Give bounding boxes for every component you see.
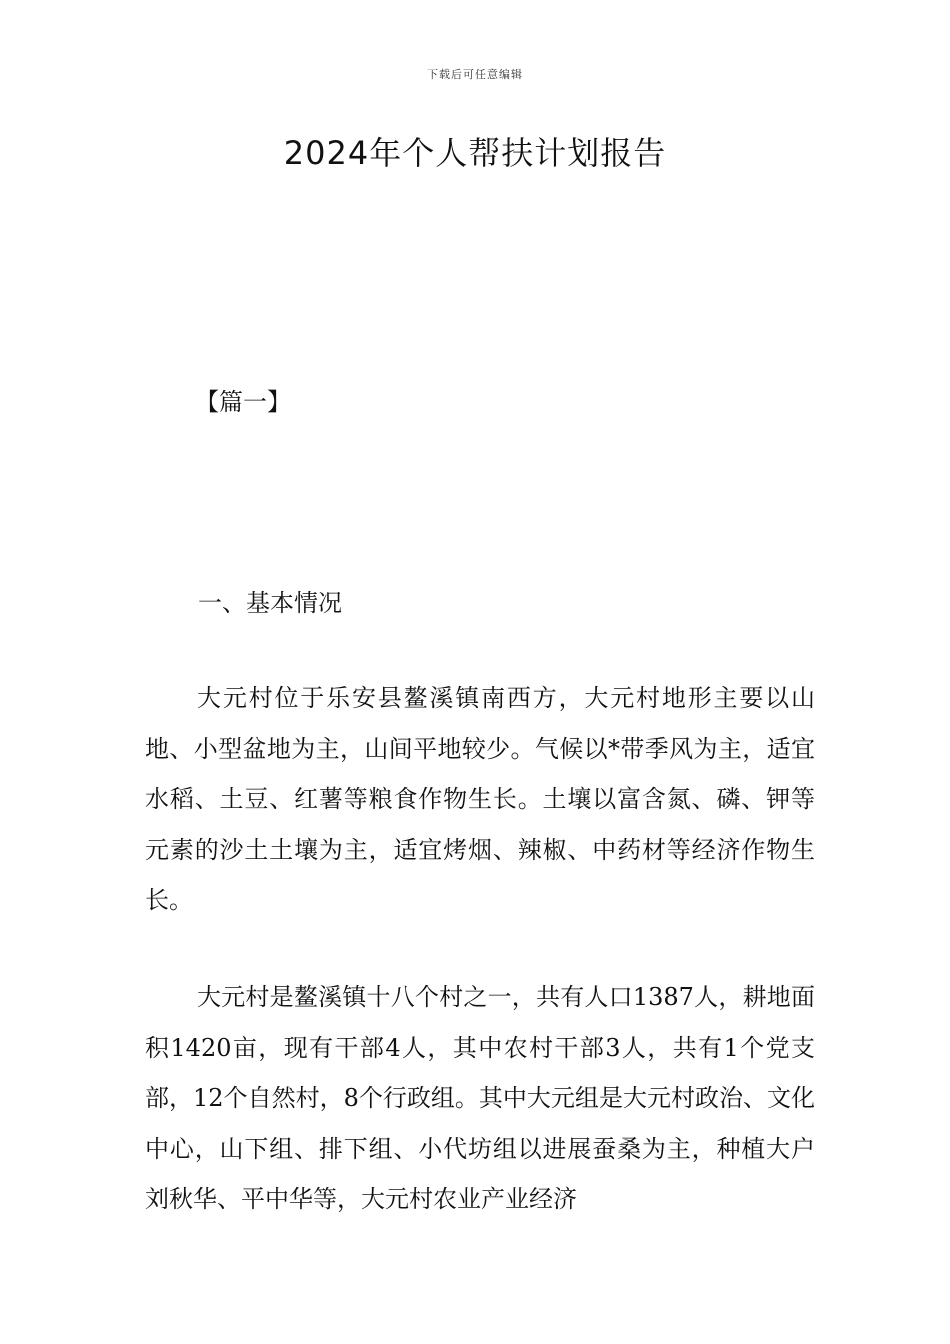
paragraph: 大元村位于乐安县鳌溪镇南西方，大元村地形主要以山地、小型盆地为主，山间平地较少。气候以*带季风为主，适宜水稻、土豆、红薯等粮食作物生长。土壤以富含氮、磷、钾等元素的沙土土壤为主，适宜烤烟、辣椒、中药材等经济作物生长。	[145, 684, 815, 914]
section-marker: 【篇一】	[195, 388, 291, 416]
paragraph: 大元村是鳌溪镇十八个村之一，共有人口1387人，耕地面积1420亩，现有干部4人，其中农村干部3人，共有1个党支部，12个自然村，8个行政组。其中大元组是大元村政治、文化中心，山下组、排下组、小代坊组以进展蚕桑为主，种植大户刘秋华、平中华等，大元村农业产业经济	[145, 983, 815, 1213]
document-title: 2024年个人帮扶计划报告	[283, 134, 667, 172]
section-heading: 一、基本情况	[198, 589, 342, 617]
header-note: 下载后可任意编辑	[427, 68, 523, 81]
